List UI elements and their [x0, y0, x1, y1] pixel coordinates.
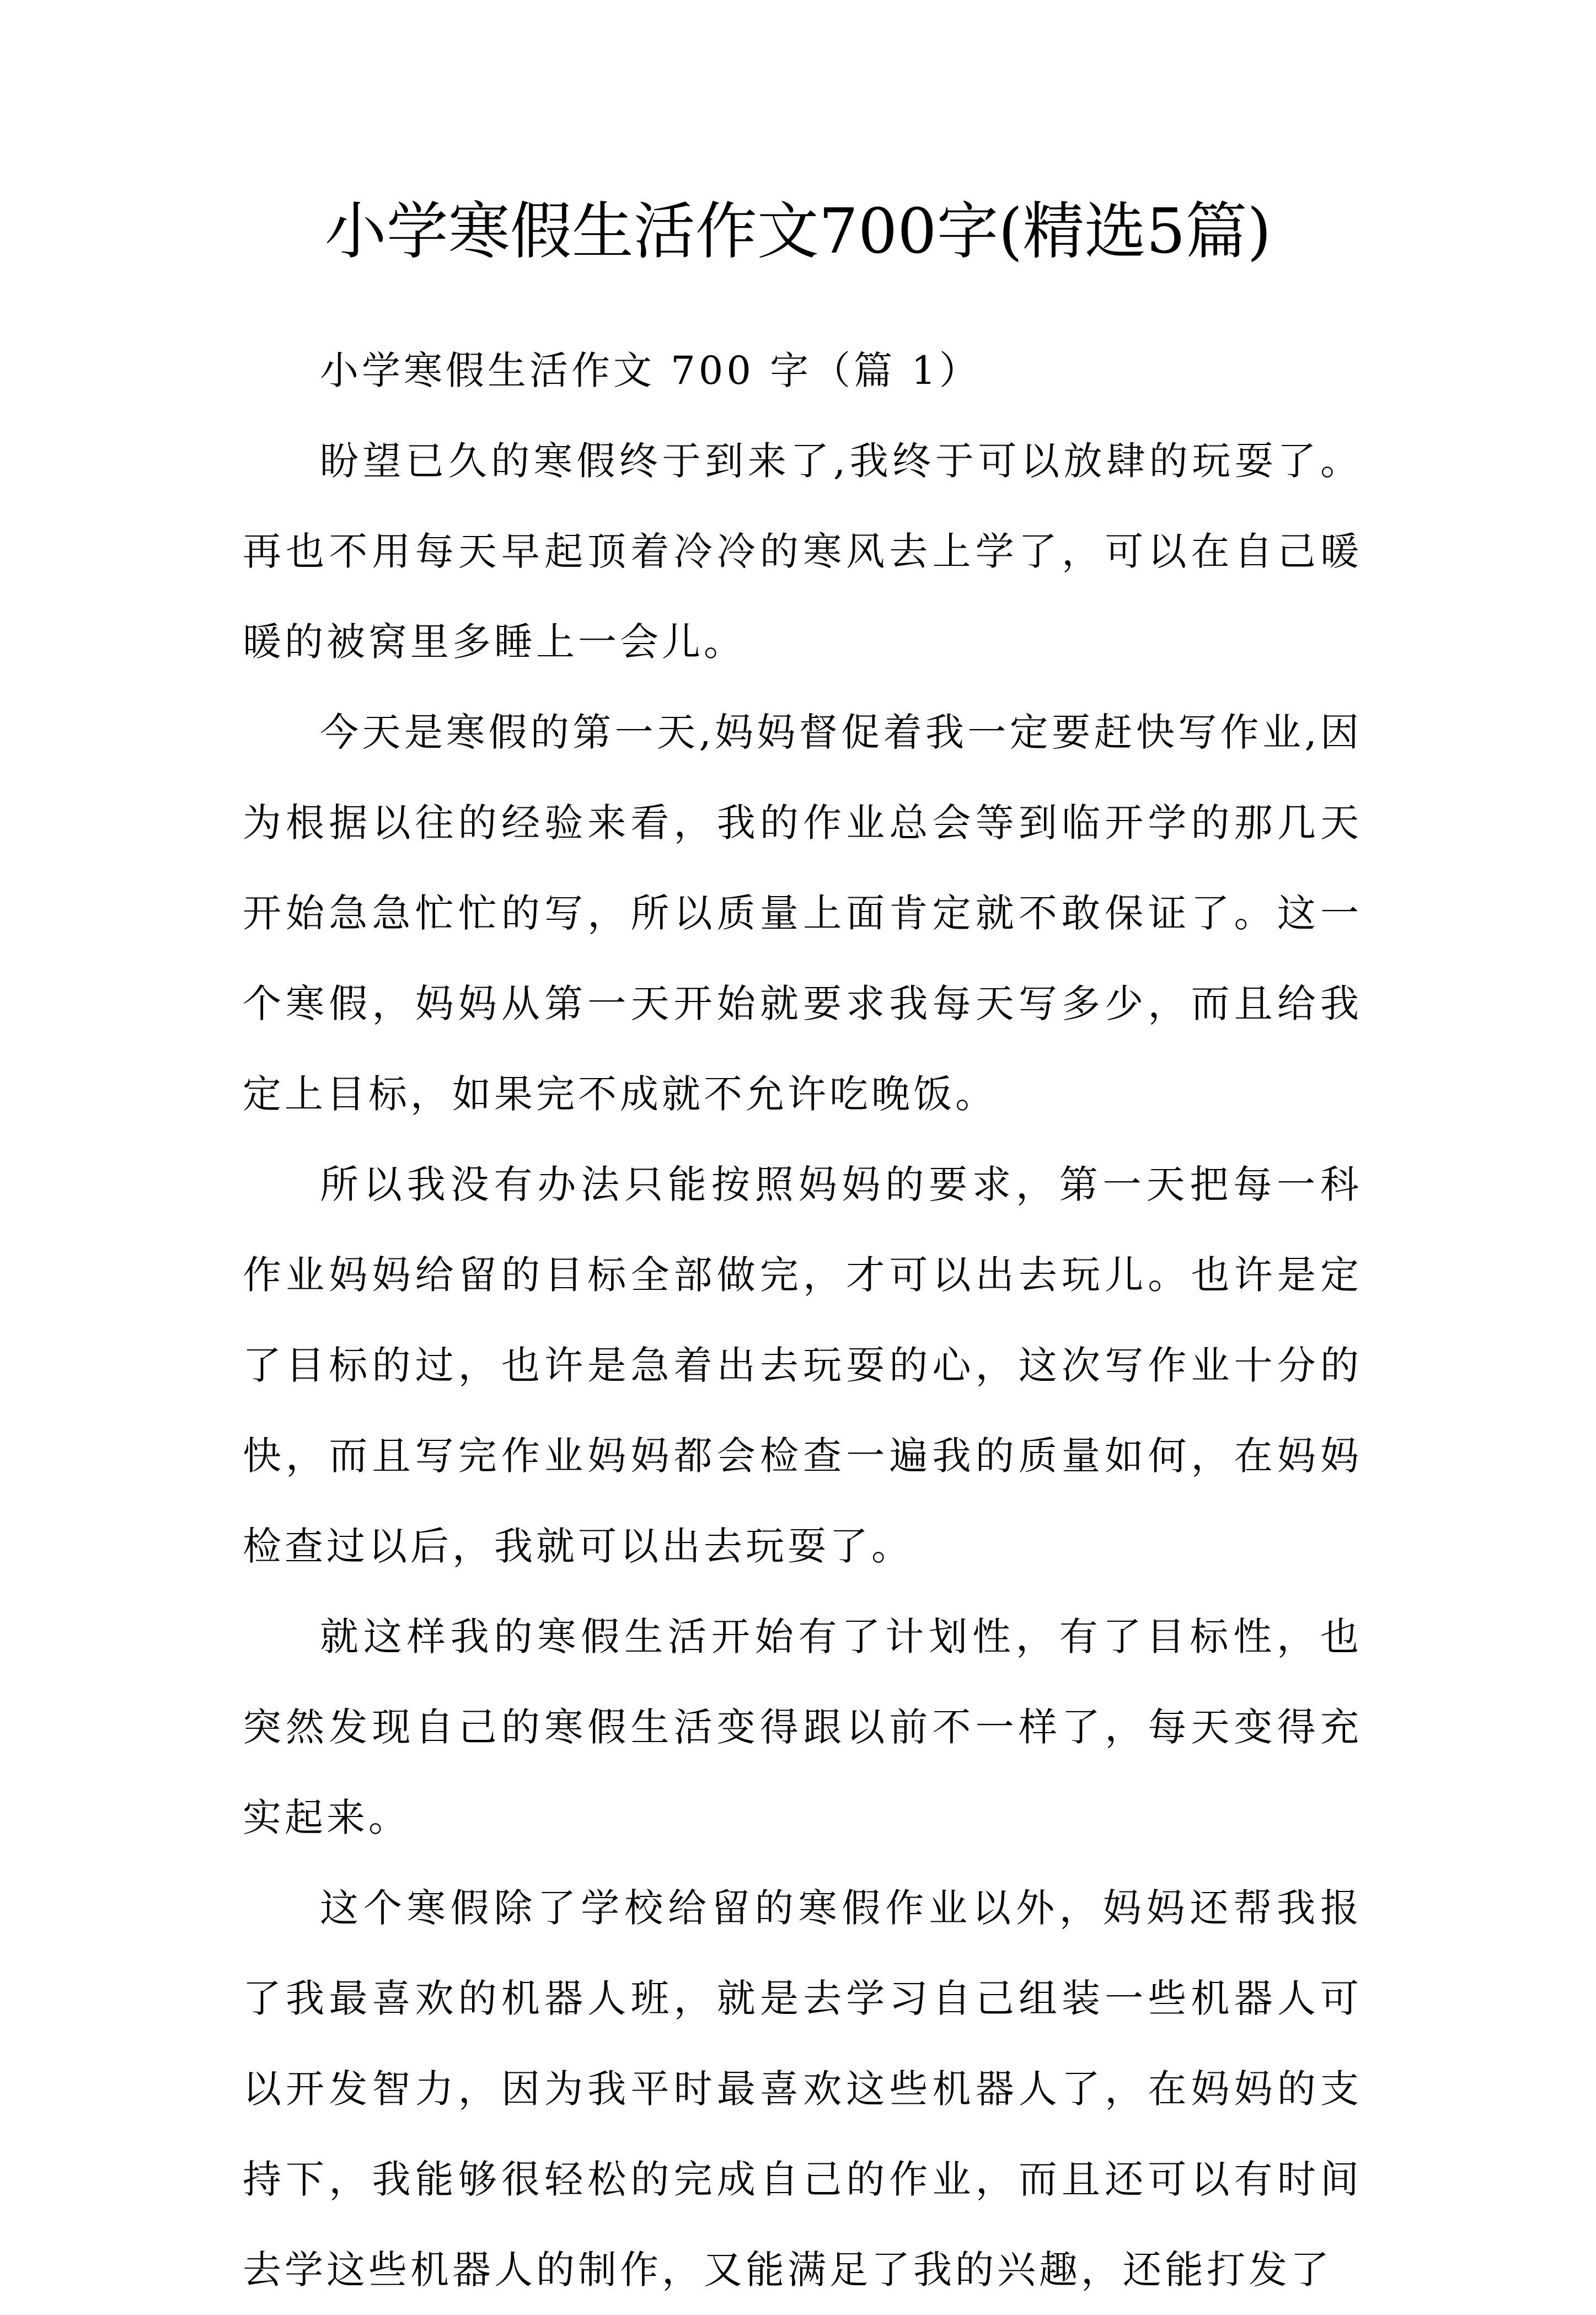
paragraph: 这个寒假除了学校给留的寒假作业以外，妈妈还帮我报了我最喜欢的机器人班，就是去学习自己组装一些机器人可以开发智力，因为我平时最喜欢这些机器人了，在妈妈的支持下，我能够很轻松的完成自己的作业，而且还可以有时间去学这些机器人的制作，又能满足了我的兴趣，还能打发了 — [243, 1885, 1362, 2292]
paragraph: 盼望已久的寒假终于到来了,我终于可以放肆的玩耍了。再也不用每天早起顶着冷冷的寒风去上学了，可以在自己暖暖的被窝里多睡上一会儿。 — [243, 438, 1362, 665]
paragraph: 就这样我的寒假生活开始有了计划性，有了目标性，也突然发现自己的寒假生活变得跟以前不一样了，每天变得充实起来。 — [243, 1614, 1362, 1840]
paragraph: 所以我没有办法只能按照妈妈的要求，第一天把每一科作业妈妈给留的目标全部做完，才可以出去玩儿。也许是定了目标的过，也许是急着出去玩耍的心，这次写作业十分的快，而且写完作业妈妈都会检查一遍我的质量如何，在妈妈检查过以后，我就可以出去玩耍了。 — [243, 1162, 1362, 1569]
paragraph: 今天是寒假的第一天,妈妈督促着我一定要赶快写作业,因为根据以往的经验来看，我的作业总会等到临开学的那几天开始急急忙忙的写，所以质量上面肯定就不敢保证了。这一个寒假，妈妈从第一天开始就要求我每天写多少，而且给我定上目标，如果完不成就不允许吃晚饭。 — [243, 710, 1362, 1117]
document-title: 小学寒假生活作文700字(精选5篇) — [324, 196, 1272, 267]
section-heading: 小学寒假生活作文 700 字（篇 1） — [320, 348, 981, 393]
document-body — [243, 325, 1362, 2315]
